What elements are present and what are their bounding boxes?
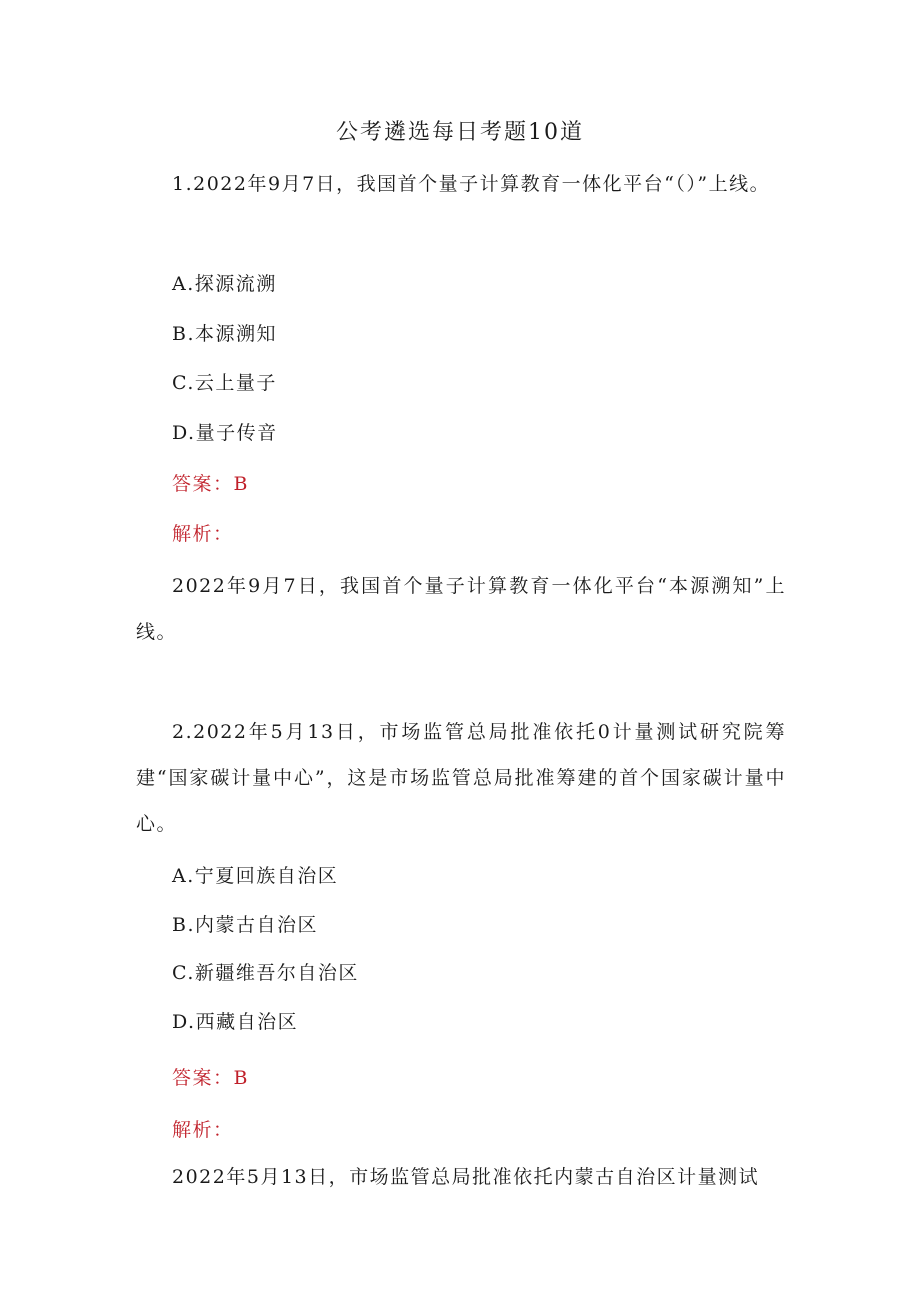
question-1-option-b: B.本源溯知 xyxy=(172,323,278,345)
question-2-option-b: B.内蒙古自治区 xyxy=(172,914,319,936)
question-2-answer: 答案：B xyxy=(172,1067,249,1089)
question-2-option-c: C.新疆维吾尔自治区 xyxy=(172,962,359,984)
question-stem-text: 1.2022年9月7日，我国首个量子计算教育一体化平台“（）”上线。 xyxy=(172,173,771,195)
question-2-analysis-label: 解析： xyxy=(172,1119,234,1141)
analysis-text: 2022年5月13日，市场监管总局批准依托内蒙古自治区计量测试 xyxy=(172,1166,760,1188)
question-1-option-d: D.量子传音 xyxy=(172,422,278,444)
analysis-text: 2022年9月7日，我国首个量子计算教育一体化平台“本源溯知”上线。 xyxy=(136,575,786,643)
question-1-analysis xyxy=(136,563,786,655)
question-stem-text: 2.2022年5月13日，市场监管总局批准依托0计量测试研究院筹建“国家碳计量中心”，这是市场监管总局批准筹建的首个国家碳计量中心。 xyxy=(136,721,786,835)
question-1-analysis-label: 解析： xyxy=(172,523,234,545)
question-2-option-d: D.西藏自治区 xyxy=(172,1011,299,1033)
question-2-stem xyxy=(136,709,786,847)
question-1-stem xyxy=(136,161,786,207)
page-title: 公考遴选每日考题10道 xyxy=(336,120,584,145)
question-1-answer: 答案：B xyxy=(172,473,249,495)
question-1-option-c: C.云上量子 xyxy=(172,372,277,394)
question-2-option-a: A.宁夏回族自治区 xyxy=(172,865,339,887)
question-2-analysis xyxy=(136,1154,786,1200)
question-1-option-a: A.探源流溯 xyxy=(172,273,277,295)
